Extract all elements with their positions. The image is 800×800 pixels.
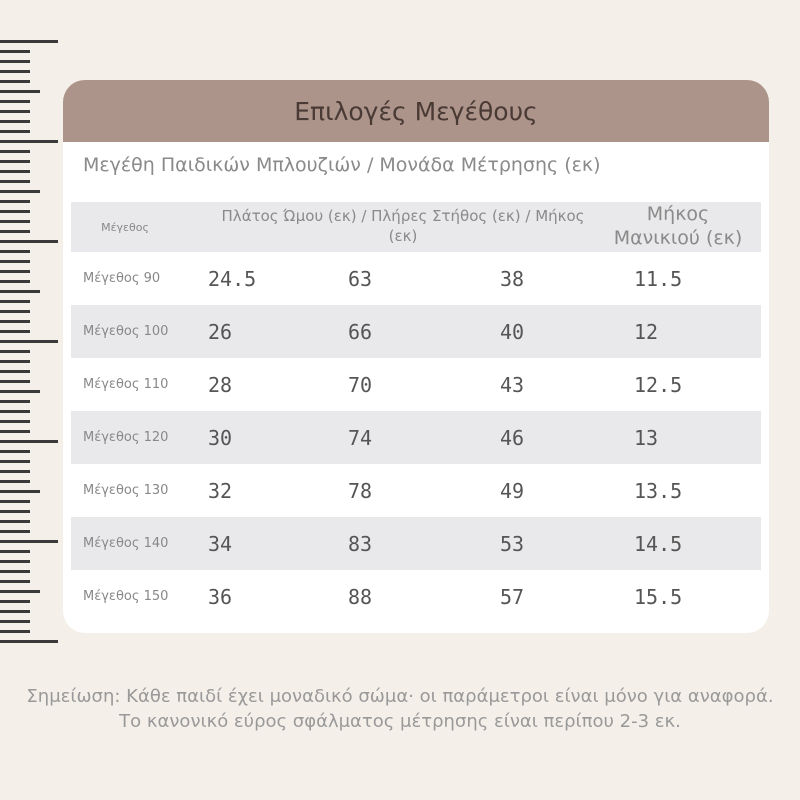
ruler-tick [0, 560, 30, 563]
table-row [71, 358, 761, 411]
ruler-tick [0, 370, 30, 373]
ruler-tick [0, 330, 30, 333]
length-value: 46 [500, 425, 525, 450]
ruler-tick [0, 350, 30, 353]
chest-value: 88 [348, 584, 373, 609]
ruler-tick [0, 460, 30, 463]
ruler-tick [0, 160, 30, 163]
shoulder-value: 34 [208, 531, 233, 556]
ruler-tick [0, 310, 30, 313]
ruler-tick [0, 210, 30, 213]
ruler-tick [0, 60, 30, 63]
ruler-tick [0, 70, 30, 73]
ruler-tick [0, 190, 40, 193]
ruler-tick [0, 580, 30, 583]
ruler-tick [0, 220, 30, 223]
disclaimer-note: Σημείωση: Κάθε παιδί έχει μοναδικό σώμα· οι παράμετροι είναι μόνο για αναφορά. Το κανονικό εύρος σφάλματος μέτρησης είναι περίπου 2-3 εκ. [26, 686, 774, 732]
length-value: 38 [500, 266, 525, 291]
ruler-tick [0, 480, 30, 483]
shoulder-value: 30 [208, 425, 233, 450]
size-label: Μέγεθος 100 [83, 324, 169, 339]
ruler-tick [0, 50, 30, 53]
ruler-tick [0, 500, 30, 503]
ruler-tick [0, 170, 30, 173]
sleeve-value: 13 [634, 425, 659, 450]
length-value: 49 [500, 478, 525, 503]
sleeve-value: 15.5 [634, 584, 683, 609]
table-row [71, 411, 761, 464]
table-row [71, 570, 761, 623]
shoulder-value: 26 [208, 319, 233, 344]
ruler-tick [0, 520, 30, 523]
size-label: Μέγεθος 120 [83, 430, 169, 445]
size-label: Μέγεθος 90 [83, 271, 161, 286]
chest-value: 83 [348, 531, 373, 556]
ruler-tick [0, 300, 30, 303]
length-value: 57 [500, 584, 525, 609]
size-table [71, 202, 761, 623]
ruler-tick [0, 140, 58, 143]
ruler-tick [0, 490, 40, 493]
ruler-tick [0, 230, 30, 233]
shoulder-value: 28 [208, 372, 233, 397]
chest-value: 70 [348, 372, 373, 397]
ruler-tick [0, 320, 30, 323]
page-title: Επιλογές Μεγέθους [294, 96, 538, 126]
ruler-tick [0, 100, 30, 103]
ruler-tick [0, 640, 58, 643]
ruler-tick [0, 530, 30, 533]
sleeve-value: 13.5 [634, 478, 683, 503]
table-row [71, 517, 761, 570]
ruler-tick [0, 550, 30, 553]
ruler-tick [0, 380, 30, 383]
chest-value: 63 [348, 266, 373, 291]
ruler-tick [0, 80, 30, 83]
sleeve-value: 12 [634, 319, 659, 344]
ruler-tick [0, 150, 30, 153]
ruler-tick [0, 270, 30, 273]
chest-value: 78 [348, 478, 373, 503]
ruler-tick [0, 440, 58, 443]
chest-value: 66 [348, 319, 373, 344]
ruler-tick [0, 570, 30, 573]
ruler-tick [0, 90, 40, 93]
ruler-tick [0, 470, 30, 473]
ruler-tick [0, 400, 30, 403]
column-header-sleeve: Μήκος Μανικιού (εκ) [613, 203, 743, 249]
ruler-tick [0, 110, 30, 113]
shoulder-value: 32 [208, 478, 233, 503]
length-value: 40 [500, 319, 525, 344]
ruler-tick [0, 630, 30, 633]
shoulder-value: 36 [208, 584, 233, 609]
chest-value: 74 [348, 425, 373, 450]
ruler-tick [0, 260, 30, 263]
ruler-tick [0, 600, 30, 603]
ruler-tick [0, 280, 30, 283]
ruler-tick [0, 430, 30, 433]
column-header-measures: Πλάτος Ώμου (εκ) / Πλήρες Στήθος (εκ) / Μήκος (εκ) [221, 207, 585, 245]
table-row [71, 252, 761, 305]
chart-subtitle: Μεγέθη Παιδικών Μπλουζιών / Μονάδα Μέτρησης (εκ) [83, 154, 601, 176]
table-row [71, 305, 761, 358]
ruler-tick [0, 590, 40, 593]
ruler-tick [0, 240, 58, 243]
ruler-tick [0, 620, 30, 623]
size-label: Μέγεθος 150 [83, 589, 169, 604]
table-header [71, 202, 761, 252]
ruler-tick [0, 120, 30, 123]
size-label: Μέγεθος 110 [83, 377, 169, 392]
size-label: Μέγεθος 140 [83, 536, 169, 551]
shoulder-value: 24.5 [208, 266, 257, 291]
sleeve-value: 11.5 [634, 266, 683, 291]
sleeve-value: 12.5 [634, 372, 683, 397]
ruler-tick [0, 180, 30, 183]
ruler-tick [0, 390, 40, 393]
ruler-tick [0, 540, 58, 543]
table-row [71, 464, 761, 517]
ruler-tick [0, 510, 30, 513]
ruler-tick [0, 340, 58, 343]
ruler-tick [0, 200, 30, 203]
length-value: 53 [500, 531, 525, 556]
ruler-tick [0, 410, 30, 413]
column-header-size: Μέγεθος [101, 220, 149, 234]
ruler-tick [0, 420, 30, 423]
size-chart-card [63, 80, 769, 633]
ruler-tick [0, 450, 30, 453]
ruler-tick [0, 250, 30, 253]
ruler-tick [0, 290, 40, 293]
ruler-tick [0, 130, 30, 133]
size-label: Μέγεθος 130 [83, 483, 169, 498]
ruler-tick [0, 40, 58, 43]
sleeve-value: 14.5 [634, 531, 683, 556]
ruler-decoration [0, 40, 60, 640]
card-header [63, 80, 769, 142]
length-value: 43 [500, 372, 525, 397]
ruler-tick [0, 610, 30, 613]
ruler-tick [0, 360, 30, 363]
